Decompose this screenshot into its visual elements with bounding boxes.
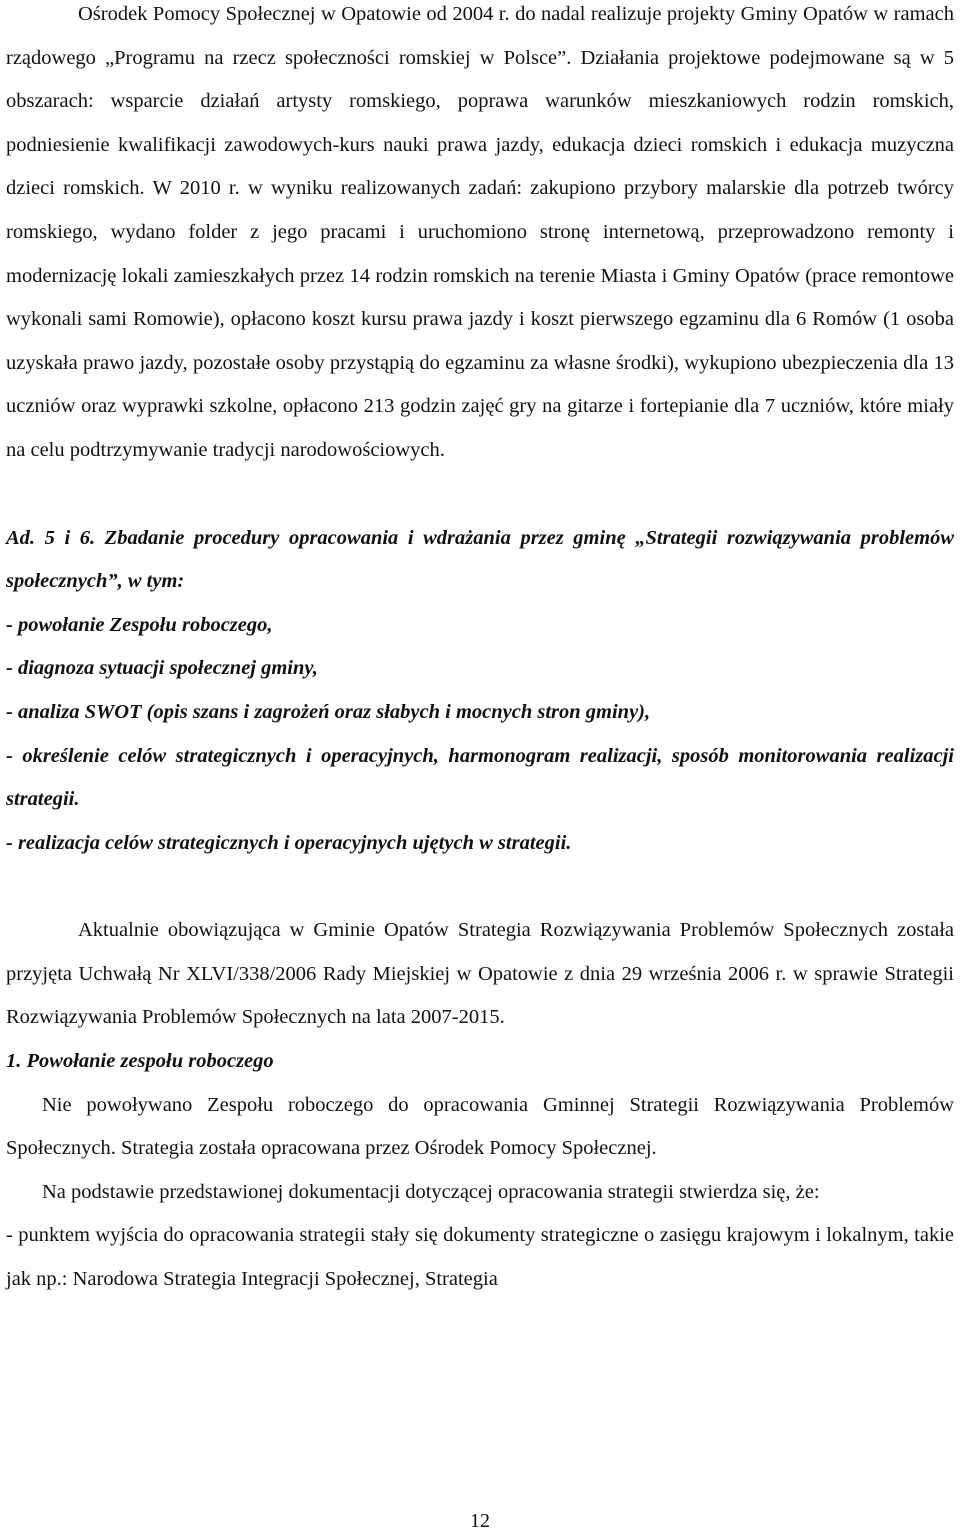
paragraph-romani-program: Ośrodek Pomocy Społecznej w Opatowie od 2004 r. do nadal realizuje projekty Gminy Opatów w ramach rządowego „Programu na rzecz społeczności romskiej w Polsce”. Działania projektowe podejmowane są w 5 obszarach: wsparcie działań artysty romskiego, poprawa warunków mieszkaniowych rodzin romskich, podniesienie kwalifikacji zawodowych-kurs nauki prawa jazdy, edukacja dzieci romskich i edukacja muzyczna dzieci romskich. W 2010 r. w wyniku realizowanych zadań: zakupiono przybory malarskie dla potrzeb twórcy romskiego, wydano folder z jego pracami i uruchomiono stronę internetową, przeprowadzono remonty i modernizację lokali zamieszkałych przez 14 rodzin romskich na terenie Miasta i Gminy Opatów (prace remontowe wykonali sami Romowie), opłacono koszt kursu prawa jazdy i koszt pierwszego egzaminu dla 6 Romów (1 osoba uzyskała prawo jazdy, pozostałe osoby przystąpią do egzaminu za własne środki), wykupiono ubezpieczenia dla 13 uczniów oraz wyprawki szkolne, opłacono 213 godzin zajęć gry na gitarze i fortepianie dla 7 uczniów, które miały na celu podtrzymywanie tradycji narodowościowych. bbox=[6, 3, 954, 461]
list-item-team: - powołanie Zespołu roboczego, bbox=[6, 613, 273, 636]
document-page bbox=[6, 0, 954, 1302]
procedure-list bbox=[6, 604, 954, 866]
paragraph-current-strategy: Aktualnie obowiązująca w Gminie Opatów Strategia Rozwiązywania Problemów Społecznych została przyjęta Uchwałą Nr XLVI/338/2006 Rady Miejskiej w Opatowie z dnia 29 września 2006 r. w sprawie Strategii Rozwiązywania Problemów Społecznych na lata 2007-2015. bbox=[6, 919, 954, 1029]
list-item-goals: - określenie celów strategicznych i operacyjnych, harmonogram realizacji, sposób monitorowania realizacji strategii. bbox=[6, 744, 954, 811]
paragraph-no-team: Nie powoływano Zespołu roboczego do opracowania Gminnej Strategii Rozwiązywania Problemów Społecznych. Strategia została opracowana przez Ośrodek Pomocy Społecznej. bbox=[6, 1093, 954, 1160]
paragraph-strategic-documents: - punktem wyjścia do opracowania strategii stały się dokumenty strategiczne o zasięgu krajowym i lokalnym, takie jak np.: Narodowa Strategia Integracji Społecznej, Strategia bbox=[6, 1224, 954, 1291]
page-number: 12 bbox=[470, 1510, 490, 1532]
subheading-working-team: 1. Powołanie zespołu roboczego bbox=[6, 1050, 274, 1073]
list-item-swot: - analiza SWOT (opis szans i zagrożeń oraz słabych i mocnych stron gminy), bbox=[6, 700, 651, 723]
list-item-diagnosis: - diagnoza sytuacji społecznej gminy, bbox=[6, 657, 318, 680]
section-heading-ad-5-6: Ad. 5 i 6. Zbadanie procedury opracowania i wdrażania przez gminę „Strategii rozwiązywania problemów społecznych”, w tym: bbox=[6, 526, 954, 593]
paragraph-documentation: Na podstawie przedstawionej dokumentacji dotyczącej opracowania strategii stwierdza się, że: bbox=[42, 1180, 820, 1203]
list-item-realization: - realizacja celów strategicznych i operacyjnych ujętych w strategii. bbox=[6, 831, 572, 854]
